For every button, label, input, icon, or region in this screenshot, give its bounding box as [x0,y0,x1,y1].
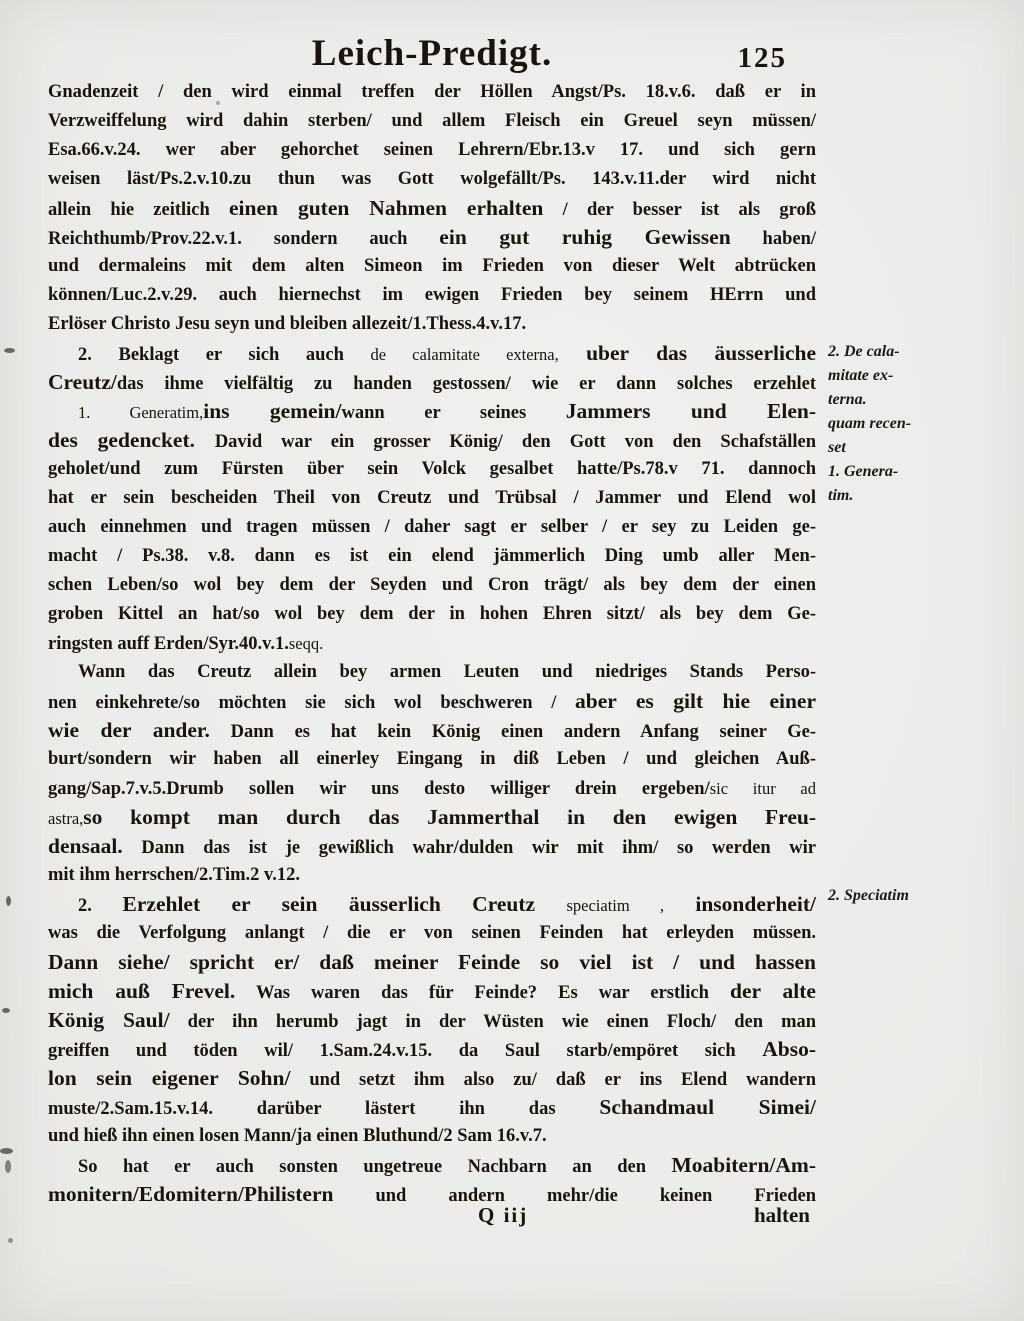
text-line [48,571,816,600]
text-line [48,1006,816,1035]
text-segment: densaal. [48,834,123,858]
text-segment: greiffen und töden wil/ 1.Sam.24.v.15. da Saul starb/empöret sich [48,1041,763,1061]
running-title: Leich-Predigt. [311,33,553,74]
text-segment: und andern mehr/die keinen Frieden [333,1186,816,1206]
text-line [48,1180,816,1209]
text-line [48,107,816,136]
text-line [48,252,816,281]
text-segment: ein gut ruhig Gewissen [439,225,731,249]
signature-mark: Q iij [478,1203,529,1227]
text-segment: / der besser ist als groß [543,200,816,220]
text-segment: 2. [78,896,123,916]
text-line [48,1035,816,1064]
text-segment: groben Kittel an hat/so wol bey dem der in hohen Ehren sitzt/ als bey dem Ge- [48,604,816,624]
text-line [48,455,816,484]
text-segment: können/Luc.2.v.29. auch hiernechst im ewigen Frieden bey seinem HErrn und [48,285,816,305]
text-segment: wie der ander. [48,718,210,742]
text-segment: mich auß Frevel. [48,979,236,1003]
text-line [48,165,816,194]
text-line [48,281,816,310]
catchword: halten [753,1203,810,1227]
text-line [48,78,816,107]
text-segment: nen einkehrete/so möchten sie sich wol beschweren / [48,693,576,713]
text-segment: was die Verfolgung anlangt / die er von seinen Feinden hat erleyden müssen. [48,923,816,943]
text-segment: astra, [48,809,84,828]
text-segment: auch einnehmen und tragen müssen / daher sagt er selber / er sey zu Leiden ge- [48,517,816,537]
text-line [48,194,816,223]
scan-artifact [8,1238,13,1243]
text-segment: gang/Sap.7.v.5.Drumb sollen wir uns desto williger drein ergeben/ [48,779,710,799]
text-line [48,745,816,774]
text-segment: und hieß ihn einen losen Mann/ja einen Bluthund/2 Sam 16.v.7. [48,1126,547,1146]
text-segment: So hat er auch sonsten ungetreue Nachbarn an den [78,1157,672,1177]
text-line [48,1093,816,1122]
text-segment: insonderheit/ [663,892,817,916]
text-segment: David war ein grosser König/ den Gott von den Schafställen [214,432,816,452]
text-segment: Gnadenzeit / den wird einmal treffen der Höllen Angst/Ps. 18.v.6. daß er in [48,82,816,102]
text-line [48,397,816,426]
margin-note [828,884,1018,908]
margin-note [828,460,1018,508]
text-line [48,658,816,687]
text-segment: sic itur ad [709,779,816,798]
scan-artifact [0,1148,13,1154]
text-line [48,861,816,890]
text-line [48,1122,816,1151]
margin-note-line: 1. Genera- [828,463,899,480]
text-segment: 2. Beklagt er sich auch [78,345,371,365]
text-line [48,890,816,919]
text-segment: Erzehlet er sein äusserlich Creutz [122,892,567,916]
text-line [48,716,816,745]
text-segment: Reichthumb/Prov.22.v.1. sondern auch [48,229,440,249]
text-segment: aber es gilt hie einer [575,689,817,713]
text-line [48,774,816,803]
text-segment: Verzweiffelung wird dahin sterben/ und allem Fleisch ein Greuel seyn müssen/ [48,111,816,131]
text-line [48,223,816,252]
text-line [48,687,816,716]
text-segment: und dermaleins mit dem alten Simeon im Frieden von dieser Welt abtrücken [48,256,816,276]
scan-artifact [6,896,11,906]
scan-artifact [216,101,220,105]
text-line [48,339,816,368]
text-segment: König Saul/ [48,1008,170,1032]
text-line [48,600,816,629]
text-segment: speciatim , [566,896,664,915]
text-segment: und setzt ihm also zu/ daß er ins Elend wandern [290,1070,816,1090]
text-segment: Abso- [762,1037,816,1061]
text-segment: haben/ [730,229,817,249]
text-segment: geholet/und zum Fürsten über sein Volck gesalbet hatte/Ps.78.v 71. dannoch [48,459,816,479]
text-line [48,136,816,165]
text-segment: lon sein eigener Sohn/ [48,1066,291,1090]
text-segment: de calamitate externa, [370,345,559,364]
text-line [48,1151,816,1180]
scan-artifact [4,348,15,353]
text-line [48,368,816,397]
text-segment: Moabitern/Am- [671,1153,816,1177]
text-segment: hat er sein bescheiden Theil von Creutz und Trübsal / Jammer und Elend wol [48,488,816,508]
margin-note-line: 2. De cala- [828,343,900,360]
page-number: 125 [737,42,787,74]
text-segment: 1. Generatim, [78,403,204,422]
margin-note-line: terna. [828,391,867,408]
text-segment: einen guten Nahmen erhalten [229,196,544,220]
text-line [48,513,816,542]
text-segment: uber das äusserliche [558,341,817,365]
text-segment: ringsten auff Erden/Syr.40.v.1. [48,634,289,654]
margin-note-line: tim. [828,487,854,504]
text-line [48,919,816,948]
text-segment: allein hie zeitlich [48,200,229,220]
text-segment: ins gemein/ [203,399,342,423]
text-segment: Wann das Creutz allein bey armen Leuten und niedriges Stands Perso- [78,662,816,682]
text-segment: seqq. [288,634,324,653]
text-segment: Dann das ist je gewißlich wahr/dulden wir mit ihm/ so werden wir [122,838,816,858]
text-segment: schen Leben/so wol bey dem der Seyden und Cron trägt/ als bey dem der einen [48,575,816,595]
scan-artifact [2,1008,10,1013]
margin-note-line: 2. Speciatim [828,887,909,904]
text-segment: monitern/Edomitern/Philistern [48,1182,334,1206]
text-segment: mit ihm herrschen/2.Tim.2 v.12. [48,865,300,885]
body-text-block [48,78,816,1209]
text-segment: Erlöser Christo Jesu seyn und bleiben allezeit/1.Thess.4.v.17. [48,314,527,334]
text-segment: Schandmaul Simei/ [599,1095,817,1119]
text-segment: Dann siehe/ spricht er/ daß meiner Feinde so viel ist / und hassen [48,950,816,974]
text-segment: der ihn herumb jagt in der Wüsten wie einen Floch/ den man [169,1012,817,1032]
text-line [48,310,816,339]
text-line [48,948,816,977]
text-segment: des gedencket. [48,428,215,452]
margin-note-line: set [828,439,846,456]
text-segment: der alte [730,979,816,1003]
text-segment: Esa.66.v.24. wer aber gehorchet seinen Lehrern/Ebr.13.v 17. und sich gern [48,140,816,160]
text-segment: das ihme vielfältig zu handen gestossen/ wie er dann solches erzehlet [116,374,816,394]
margin-note [828,340,1018,460]
scan-artifact [5,1160,11,1173]
text-segment: wann er seines [341,403,566,423]
margin-note-line: mitate ex- [828,367,894,384]
text-segment: Dann es hat kein König einen andern Anfang seiner Ge- [209,722,816,742]
text-segment: macht / Ps.38. v.8. dann es ist ein elend jämmerlich Ding umb aller Men- [48,546,816,566]
text-line [48,977,816,1006]
text-line [48,803,816,832]
text-segment: burt/sondern wir haben all einerley Eingang in diß Leben / und gleichen Auß- [48,749,816,769]
text-line [48,484,816,513]
margin-note-line: quam recen- [828,415,912,432]
text-line [48,426,816,455]
text-line [48,1064,816,1093]
text-line [48,832,816,861]
text-segment: Creutz/ [48,370,117,394]
text-segment: Was waren das für Feinde? Es war erstlich [235,983,731,1003]
text-segment: weisen läst/Ps.2.v.10.zu thun was Gott wolgefällt/Ps. 143.v.11.der wird nicht [48,169,816,189]
text-segment: so kompt man durch das Jammerthal in den ewigen Freu- [83,805,816,829]
text-line [48,542,816,571]
text-line [48,629,816,658]
text-segment: Jammers und Elen- [565,399,817,423]
text-segment: muste/2.Sam.15.v.14. darüber lästert ihn das [48,1099,600,1119]
